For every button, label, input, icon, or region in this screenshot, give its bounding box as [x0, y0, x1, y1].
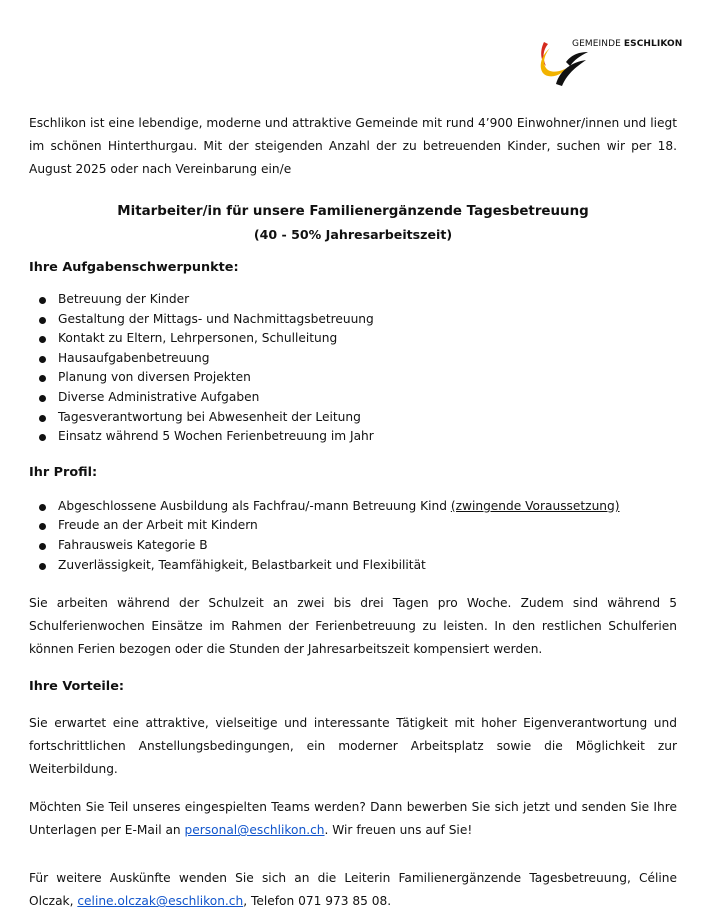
- list-item: Betreuung der Kinder: [29, 290, 677, 310]
- schedule-paragraph: Sie arbeiten während der Schulzeit an zwei bis drei Tagen pro Woche. Zudem sind während 5 Schulferienwochen Einsätze im Rahmen der Ferienbetreuung zu leisten. In den restlichen Schulferien können Ferien bezogen oder die Stunden der Jahresarbeitszeit kompensiert werden.: [29, 596, 677, 657]
- list-item: Gestaltung der Mittags- und Nachmittagsbetreuung: [29, 310, 677, 330]
- job-title: Mitarbeiter/in für unsere Familienergänzende Tagesbetreuung: [117, 204, 589, 219]
- apply-paragraph: Möchten Sie Teil unseres eingespielten Teams werden? Dann bewerben Sie sich jetzt und senden Sie Ihre Unterlagen per E-Mail an personal@eschlikon.ch. Wir freuen uns auf Sie!: [29, 800, 677, 838]
- logo-wordmark: GEMEINDE ESCHLIKON: [572, 39, 683, 49]
- benefits-paragraph: Sie erwartet eine attraktive, vielseitige und interessante Tätigkeit mit hoher Eigenverantwortung und fortschrittlichen Anstellungsbedingungen, ein moderner Arbeitsplatz sowie die Möglichkeit zur Weiterbildung.: [29, 716, 677, 777]
- list-item: Hausaufgabenbetreuung: [29, 349, 677, 369]
- benefits-heading: Ihre Vorteile:: [29, 679, 124, 695]
- job-posting: [29, 112, 677, 913]
- bullet-icon: [39, 434, 46, 441]
- bullet-icon: [39, 375, 46, 382]
- list-item: Fahrausweis Kategorie B: [29, 536, 677, 556]
- gemeinde-logo: [536, 36, 683, 92]
- bullet-icon: [39, 504, 46, 511]
- intro-paragraph: Eschlikon ist eine lebendige, moderne und attraktive Gemeinde mit rund 4’900 Einwohner/innen und liegt im schönen Hinterthurgau. Mit der steigenden Anzahl der zu betreuenden Kinder, suchen wir per 18. August 2025 oder nach Vereinbarung ein/e: [29, 116, 677, 176]
- bullet-icon: [39, 297, 46, 304]
- job-subtitle: (40 - 50% Jahresarbeitszeit): [253, 227, 453, 242]
- contact-email-link[interactable]: celine.olczak@eschlikon.ch: [77, 894, 244, 909]
- contact-paragraph: Für weitere Auskünfte wenden Sie sich an die Leiterin Familienergänzende Tagesbetreuung, Céline Olczak, celine.olczak@eschlikon.ch, Telefon 071 973 85 08.: [29, 871, 677, 909]
- bullet-icon: [39, 317, 46, 324]
- list-item: Diverse Administrative Aufgaben: [29, 388, 677, 408]
- tasks-list: [29, 290, 677, 447]
- bullet-icon: [39, 336, 46, 343]
- list-item: Freude an der Arbeit mit Kindern: [29, 516, 677, 536]
- list-item: Einsatz während 5 Wochen Ferienbetreuung im Jahr: [29, 427, 677, 447]
- bullet-icon: [39, 415, 46, 422]
- profile-heading: Ihr Profil:: [29, 464, 98, 480]
- application-email-link[interactable]: personal@eschlikon.ch: [184, 823, 325, 838]
- bullet-icon: [39, 523, 46, 530]
- list-item: Zuverlässigkeit, Teamfähigkeit, Belastbarkeit und Flexibilität: [29, 556, 677, 576]
- list-item: Kontakt zu Eltern, Lehrpersonen, Schulleitung: [29, 329, 677, 349]
- bullet-icon: [39, 356, 46, 363]
- requirement-note: (zwingende Voraussetzung): [450, 498, 620, 513]
- tasks-heading: Ihre Aufgabenschwerpunkte:: [29, 260, 239, 275]
- list-item: Tagesverantwortung bei Abwesenheit der Leitung: [29, 408, 677, 428]
- list-item: Abgeschlossene Ausbildung als Fachfrau/-mann Betreuung Kind (zwingende Voraussetzung): [29, 497, 677, 517]
- profile-list: [29, 497, 677, 575]
- bullet-icon: [39, 563, 46, 570]
- bullet-icon: [39, 395, 46, 402]
- bullet-icon: [39, 543, 46, 550]
- list-item: Planung von diversen Projekten: [29, 368, 677, 388]
